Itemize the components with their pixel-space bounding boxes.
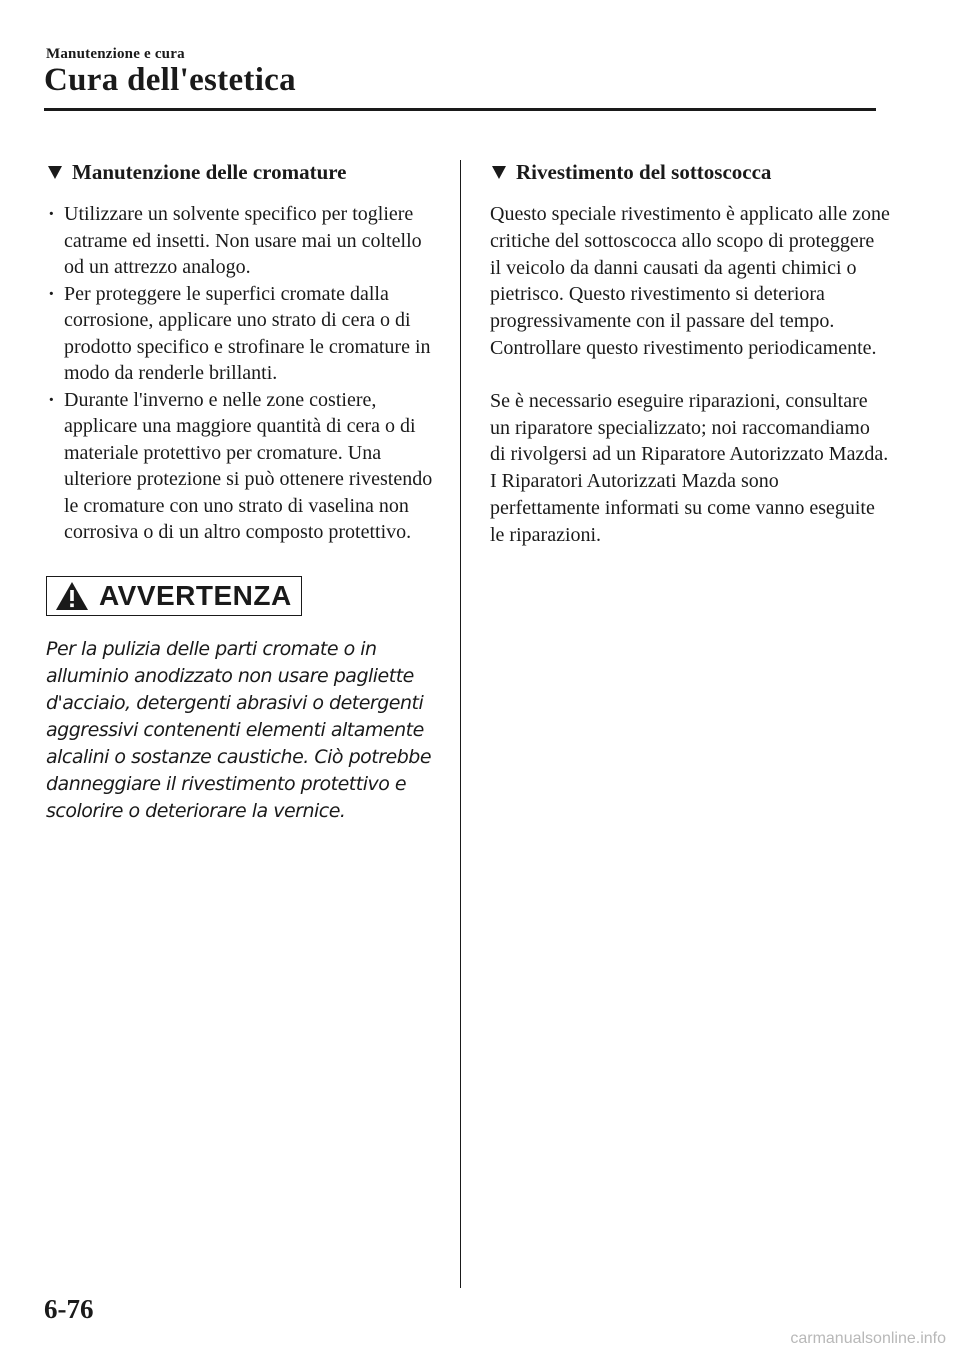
paragraph: Se è necessario eseguire riparazioni, consultare un riparatore specializzato; noi raccomandiamo di rivolgersi ad un Riparatore Autorizzato Mazda. I Riparatori Autorizzati Mazda sono perfettamente informati su come vanno eseguite le riparazioni. [490, 389, 889, 546]
page-number: 6-76 [44, 1294, 94, 1324]
chrome-care-list [46, 201, 442, 546]
list-item [46, 281, 442, 387]
page-title: Cura dell'estetica [44, 62, 296, 98]
chrome-maintenance-heading [46, 160, 442, 185]
underbody-coating-heading [490, 160, 890, 185]
bullet-icon: · [48, 388, 55, 411]
paragraph: Questo speciale rivestimento è applicato alle zone critiche del sottoscocca allo scopo di proteggere il veicolo da danni causati da agenti chimici o pietrisco. Questo rivestimento si deteriora progressivamente con il passare del tempo. Controllare questo rivestimento periodicamente. [490, 203, 890, 359]
bullet-icon: · [48, 282, 55, 305]
list-item-text: Utilizzare un solvente specifico per togliere catrame ed insetti. Non usare mai un coltello od un attrezzo analogo. [64, 203, 422, 278]
column-divider [460, 160, 461, 1288]
warning-text: Per la pulizia delle parti cromate o in alluminio anodizzato non usare pagliette d'acciaio, detergenti abrasivi o detergenti aggressivi contenenti elementi altamente alcalini o sostanze caustiche. Ciò potrebbe danneggiare il rivestimento protettivo e scolorire o deteriorare la vernice. [46, 637, 432, 822]
underbody-coating-heading-text: Rivestimento del sottoscocca [516, 160, 772, 184]
chrome-maintenance-heading-text: Manutenzione delle cromature [72, 160, 347, 184]
list-item-text: Durante l'inverno e nelle zone costiere, applicare una maggiore quantità di cera o di materiale protettivo per cromature. Una ulteriore protezione si può ottenere rivestendo le cromature con uno strato di vaselina non corrosiva o di un altro composto protettivo. [64, 388, 433, 543]
warning-triangle-icon [55, 581, 89, 611]
triangle-down-icon [48, 166, 62, 179]
left-column [46, 160, 442, 825]
warning-badge [46, 576, 302, 616]
triangle-down-icon [492, 166, 506, 179]
section-label: Manutenzione e cura [46, 46, 185, 62]
watermark: carmanualsonline.info [790, 1330, 946, 1347]
list-item-text: Per proteggere le superfici cromate dalla corrosione, applicare uno strato di cera o di prodotto specifico e strofinare le cromature in modo da renderle brillanti. [64, 282, 431, 384]
list-item [46, 387, 442, 546]
bullet-icon: · [48, 203, 55, 225]
right-column [490, 160, 890, 549]
list-item [46, 201, 442, 281]
warning-label: AVVERTENZA [99, 579, 292, 611]
header-divider [44, 108, 876, 111]
